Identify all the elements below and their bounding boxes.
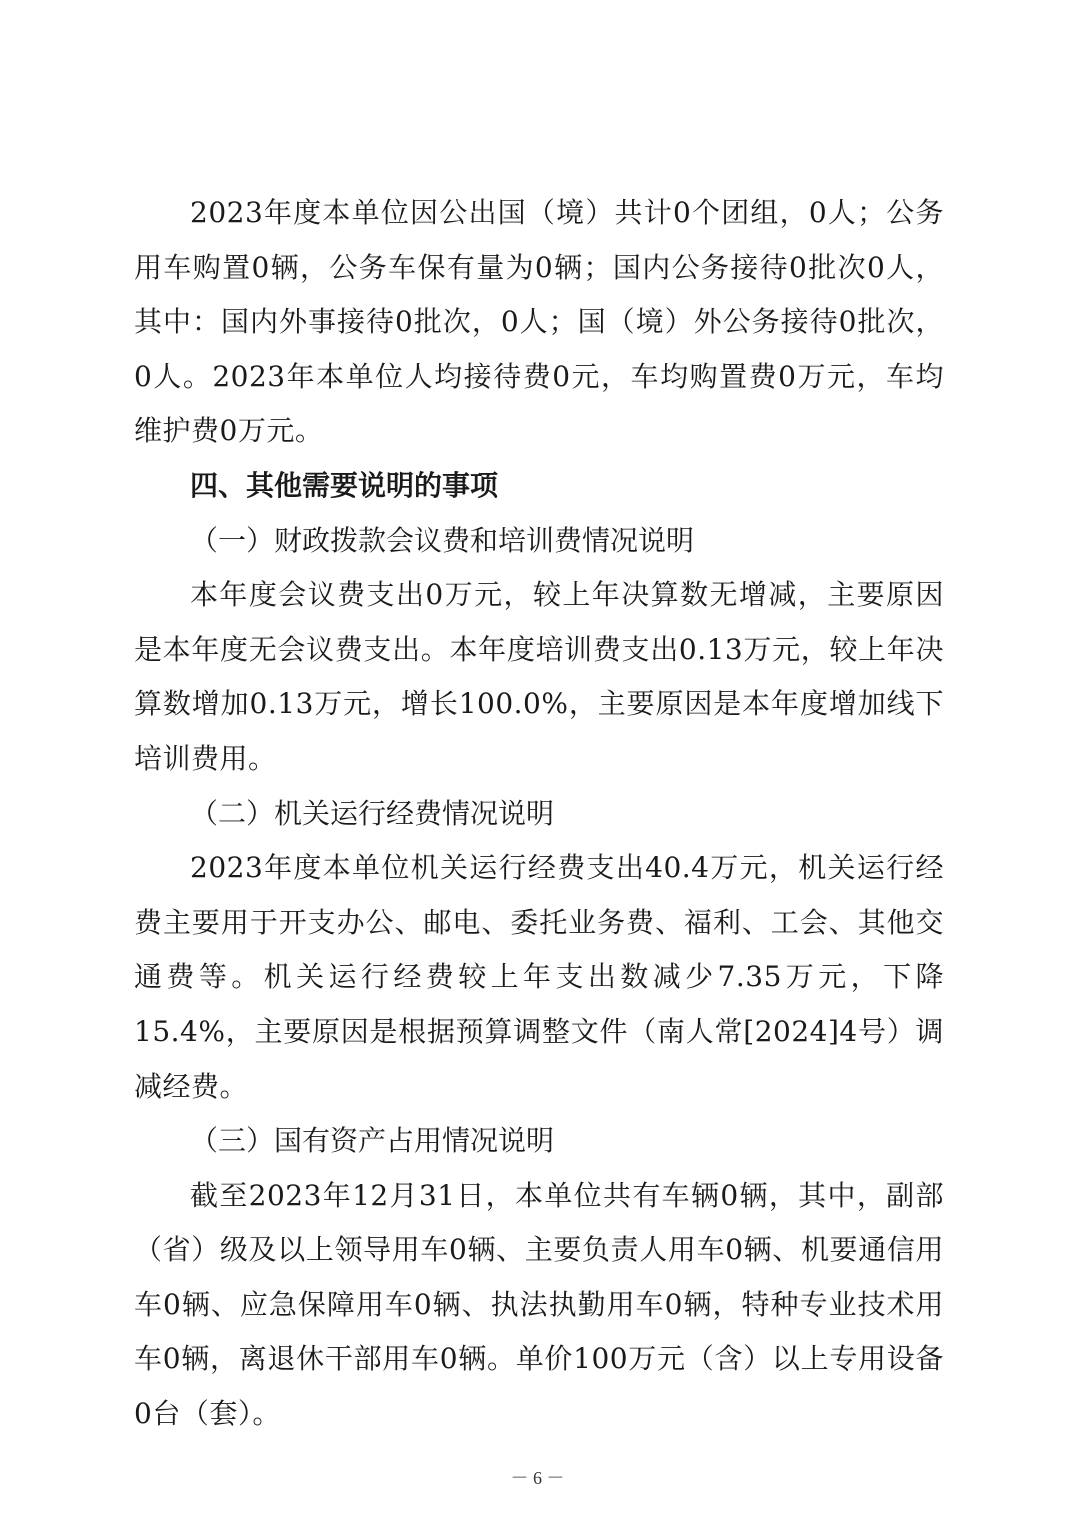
subheading-meeting-training-fees: （一）财政拨款会议费和培训费情况说明 <box>190 523 695 557</box>
document-body <box>134 186 944 1442</box>
paragraph-overseas-travel-vehicles-reception: 2023年度本单位因公出国（境）共计0个团组，0人；公务用车购置0辆，公务车保有量为0辆；国内公务接待0批次0人，其中：国内外事接待0批次，0人；国（境）外公务接待0批次，0人。2023年本单位人均接待费0元，车均购置费0万元，车均维护费0万元。 <box>134 196 944 448</box>
paragraph-operating-expenses: 2023年度本单位机关运行经费支出40.4万元，机关运行经费主要用于开支办公、邮电、委托业务费、福利、工会、其他交通费等。机关运行经费较上年支出数减少7.35万元，下降15.4%，主要原因是根据预算调整文件（南人常[2024]4号）调减经费。 <box>134 851 944 1103</box>
page-number: － 6 － <box>510 1468 565 1488</box>
paragraph-state-assets: 截至2023年12月31日，本单位共有车辆0辆，其中，副部（省）级及以上领导用车0辆、主要负责人用车0辆、机要通信用车0辆、应急保障用车0辆、执法执勤用车0辆，特种专业技术用车0辆，离退休干部用车0辆。单价100万元（含）以上专用设备0台（套）。 <box>134 1178 944 1431</box>
section-heading-other-matters: 四、其他需要说明的事项 <box>190 468 499 502</box>
paragraph-meeting-training-fees: 本年度会议费支出0万元，较上年决算数无增减，主要原因是本年度无会议费支出。本年度培训费支出0.13万元，较上年决算数增加0.13万元，增长100.0%，主要原因是本年度增加线下培训费用。 <box>134 578 944 775</box>
subheading-state-assets: （三）国有资产占用情况说明 <box>190 1124 555 1158</box>
subheading-operating-expenses: （二）机关运行经费情况说明 <box>190 796 555 830</box>
